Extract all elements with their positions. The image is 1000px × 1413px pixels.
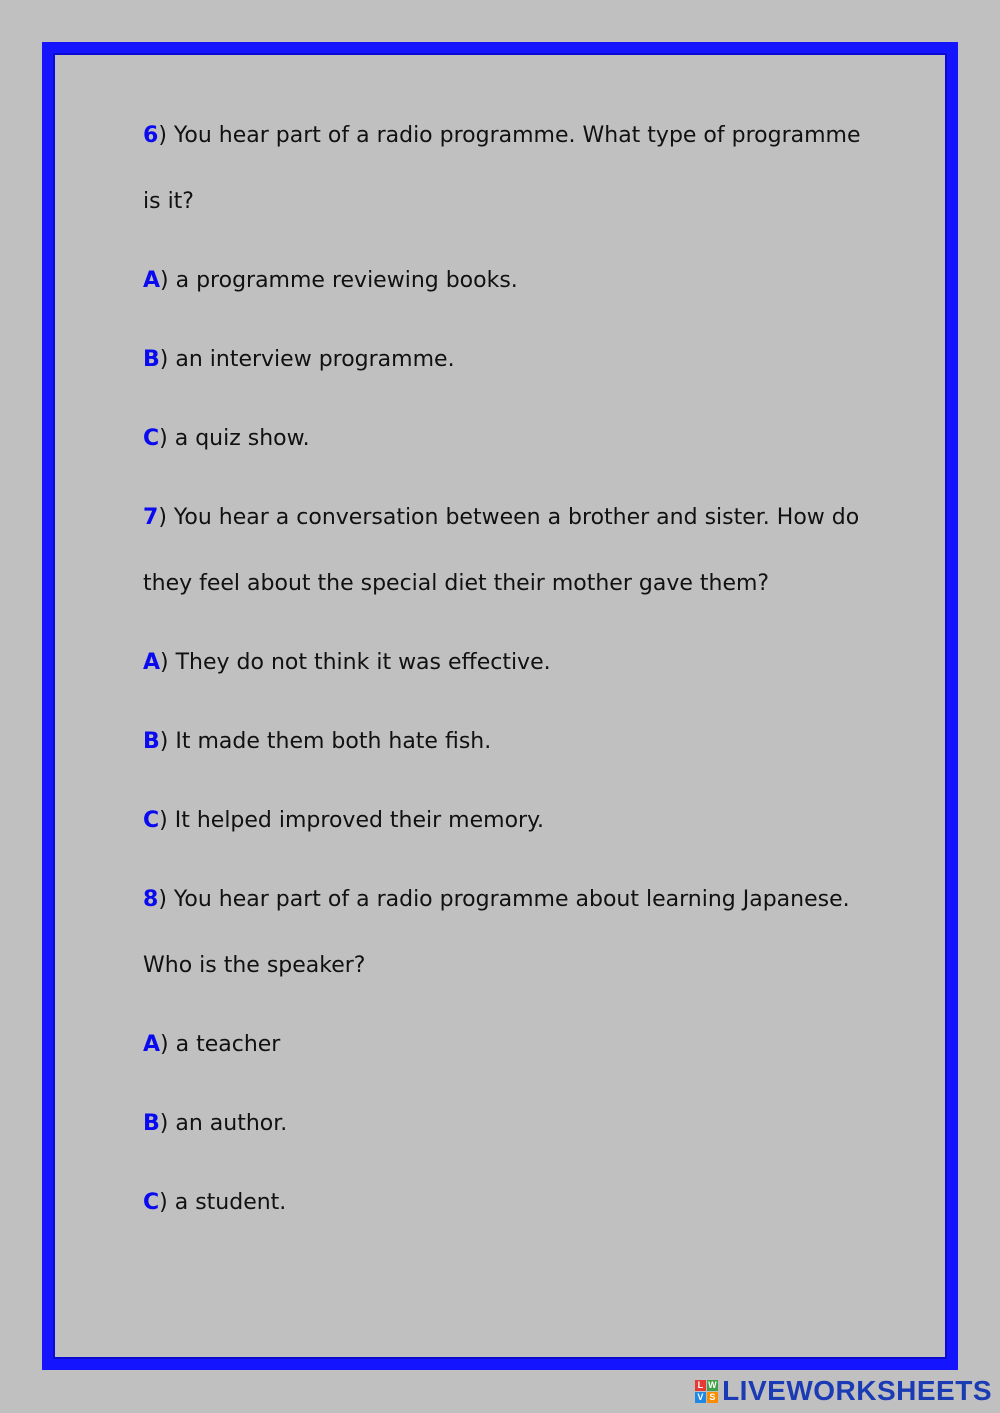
logo-text: LIVEWORKSHEETS	[722, 1375, 992, 1406]
option-b[interactable]: B) It made them both hate fish.	[143, 729, 492, 754]
option-a[interactable]: A) They do not think it was effective.	[143, 650, 551, 675]
option-letter: B	[143, 347, 160, 372]
option-b[interactable]: B) an interview programme.	[143, 347, 455, 372]
option-b[interactable]: B) an author.	[143, 1111, 288, 1136]
option-letter: A	[143, 1032, 161, 1057]
option-letter: C	[143, 1190, 160, 1215]
option-letter: A	[143, 268, 161, 293]
logo-mark-icon: L W V S	[695, 1380, 718, 1403]
question-number: 8	[143, 887, 159, 912]
option-c[interactable]: C) a student.	[143, 1190, 287, 1215]
question-6	[143, 111, 873, 493]
option-a[interactable]: A) a programme reviewing books.	[143, 268, 518, 293]
question-number: 7	[143, 505, 159, 530]
question-text-line-2: they feel about the special diet their mother gave them?	[143, 571, 770, 596]
worksheet-content	[143, 111, 873, 1257]
question-text-line-2: is it?	[143, 189, 194, 214]
question-text-line-1: 7) You hear a conversation between a brother and sister. How do	[143, 505, 860, 530]
option-letter: A	[143, 650, 161, 675]
question-7	[143, 493, 873, 875]
question-text-line-2: Who is the speaker?	[143, 953, 366, 978]
option-a[interactable]: A) a teacher	[143, 1032, 281, 1057]
option-c[interactable]: C) It helped improved their memory.	[143, 808, 544, 833]
question-text-line-1: 6) You hear part of a radio programme. What type of programme	[143, 123, 861, 148]
option-letter: C	[143, 426, 160, 451]
question-text-line-1: 8) You hear part of a radio programme about learning Japanese.	[143, 887, 850, 912]
liveworksheets-logo	[695, 1375, 992, 1407]
option-c[interactable]: C) a quiz show.	[143, 426, 310, 451]
option-letter: B	[143, 729, 160, 754]
option-letter: C	[143, 808, 160, 833]
question-number: 6	[143, 123, 159, 148]
option-letter: B	[143, 1111, 160, 1136]
question-8	[143, 875, 873, 1257]
